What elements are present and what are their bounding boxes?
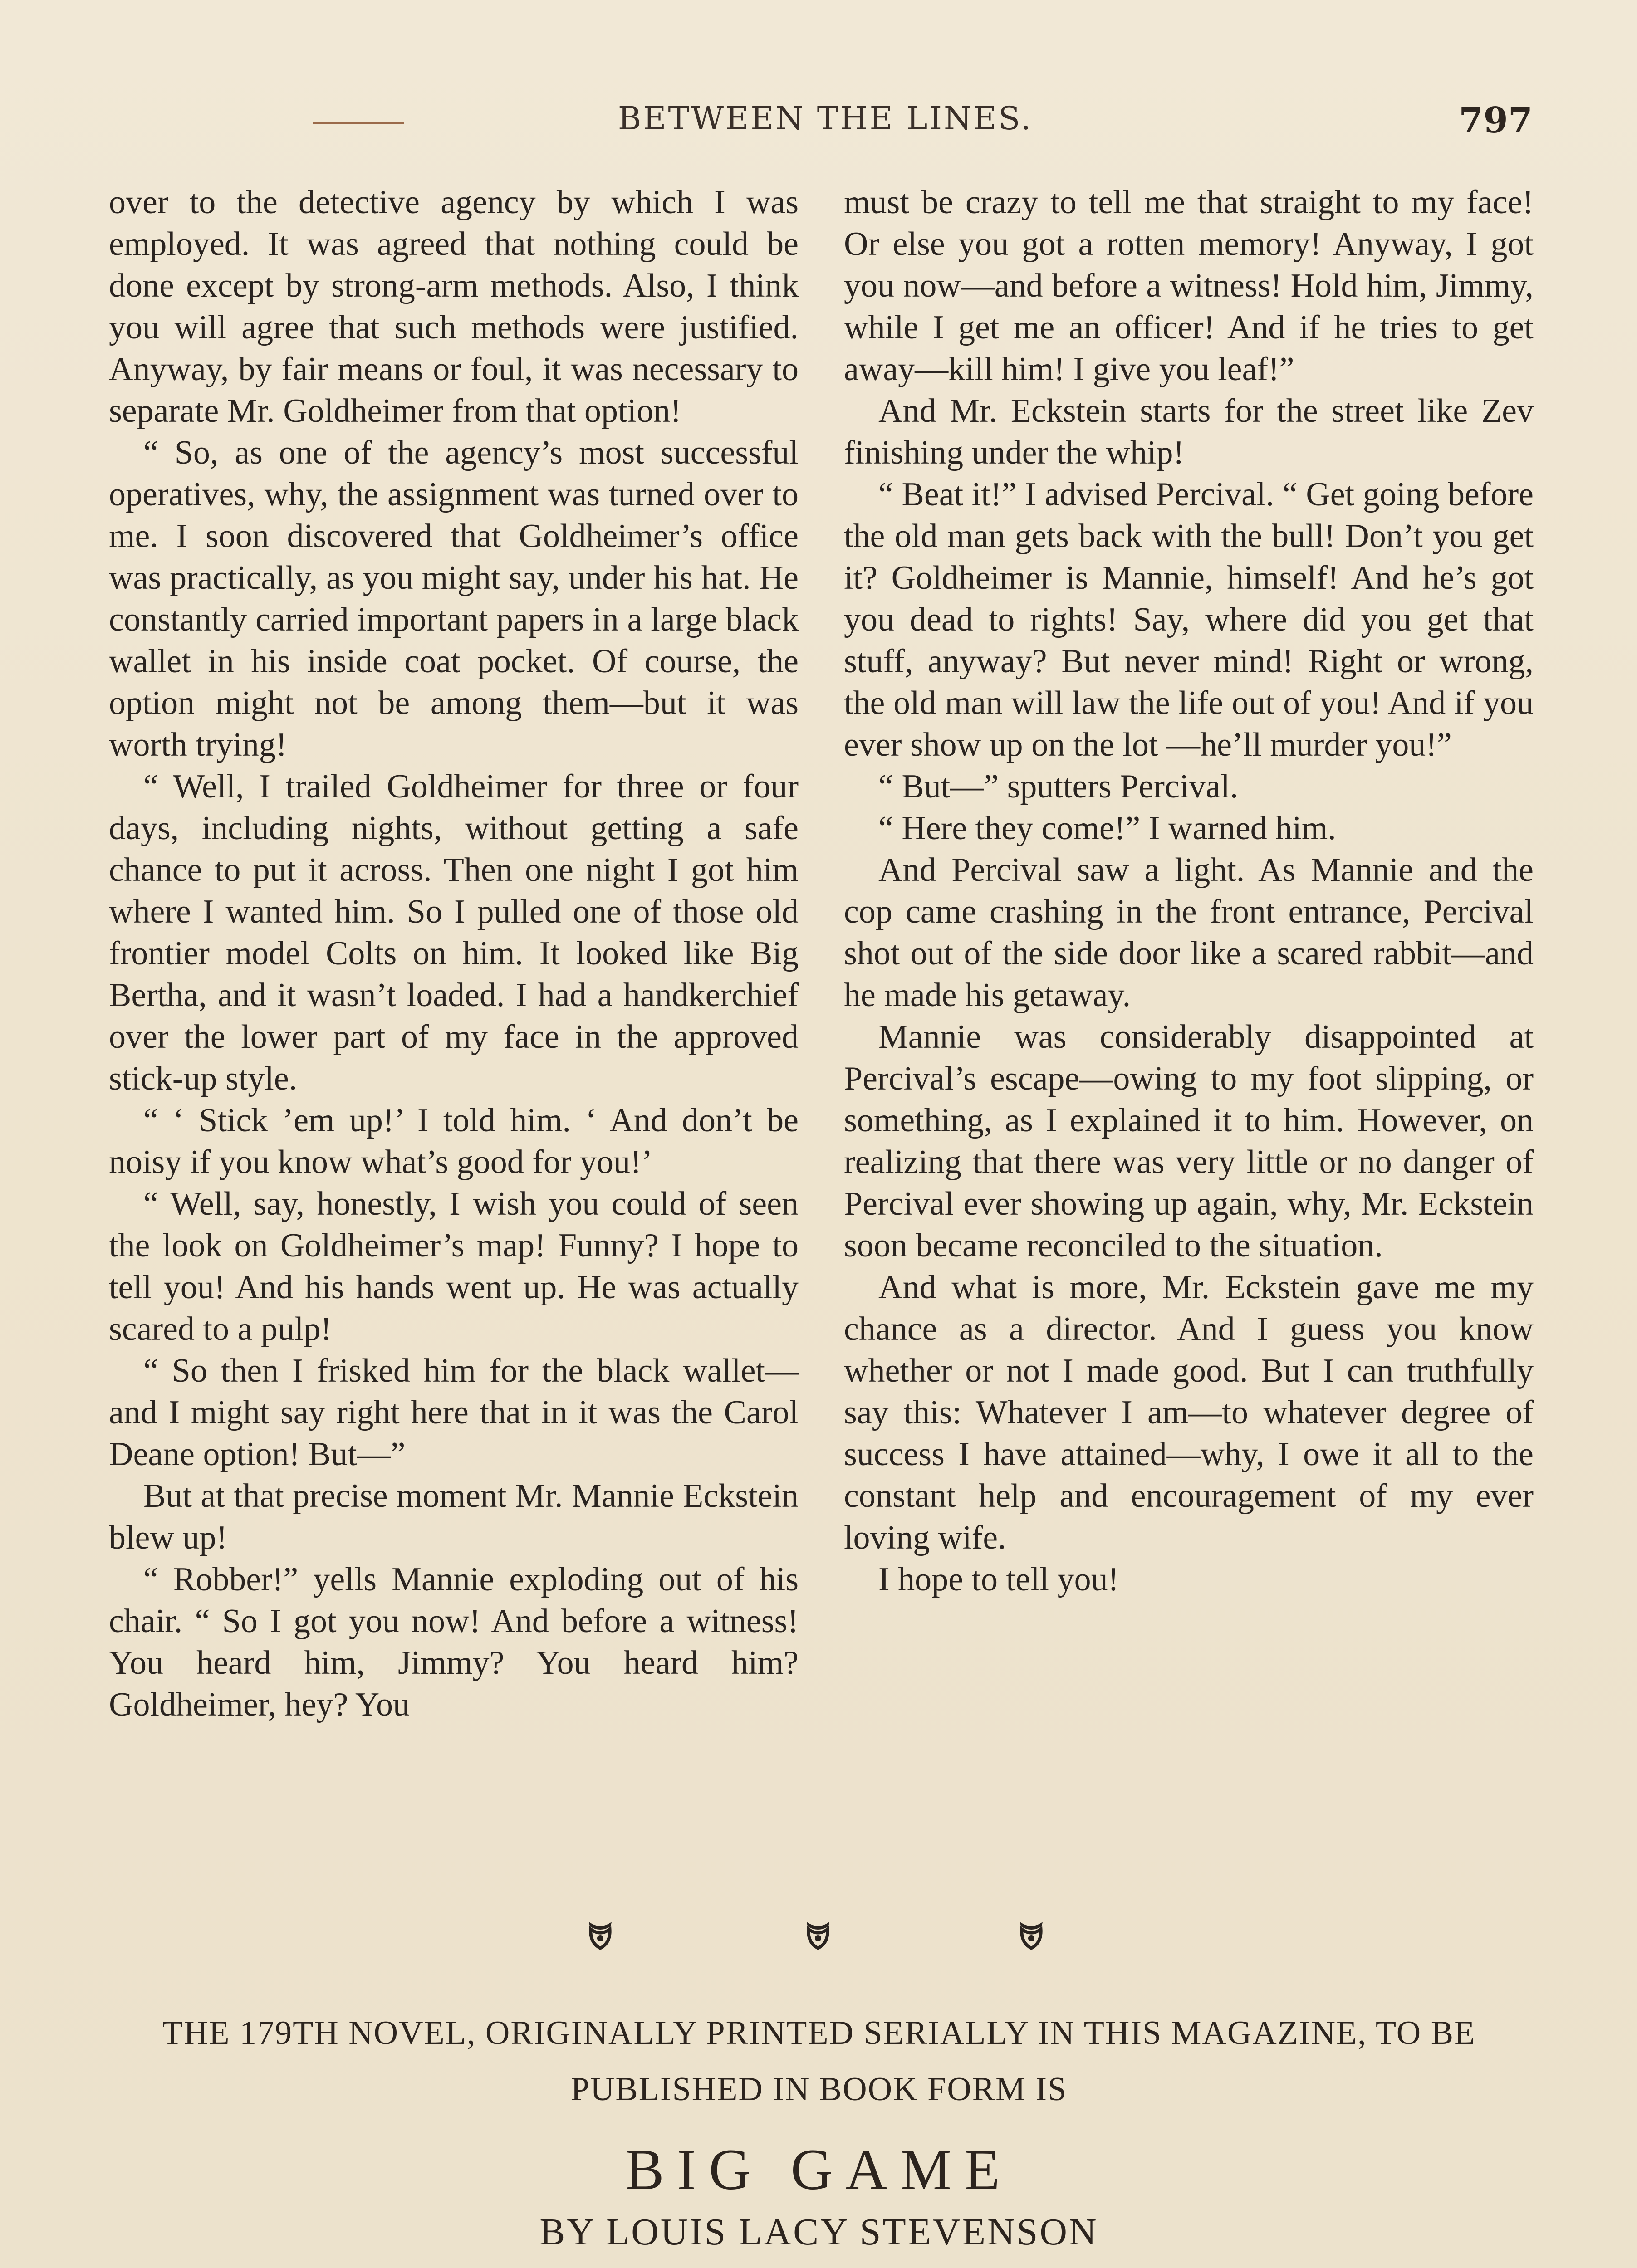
- book-title: BIG GAME: [625, 2137, 1013, 2202]
- paragraph: “ ‘ Stick ’em up!’ I told him. ‘ And don’t be noisy if you know what’s good for you!’: [109, 1102, 799, 1181]
- paragraph: “ Robber!” yells Mannie exploding out of his chair. “ So I got you now! And before a witness! You heard him, Jimmy? You heard him? Goldheimer, hey? You: [109, 1561, 799, 1723]
- paragraph: “ Here they come!” I warned him.: [878, 810, 1336, 847]
- paragraph: And Percival saw a light. As Mannie and the cop came crashing in the front entrance, Percival shot out of the side door like a scared rabbit—and he made his getaway.: [844, 851, 1534, 1014]
- left-column: [109, 181, 799, 1869]
- story-body: [109, 181, 1534, 1869]
- section-divider: [0, 1916, 1637, 1957]
- page-header: [118, 100, 1533, 150]
- announcement-lead: THE 179TH NOVEL, ORIGINALLY PRINTED SERIALLY IN THIS MAGAZINE, TO BE PUBLISHED IN BOOK FORM IS: [162, 2014, 1476, 2108]
- paragraph: And Mr. Eckstein starts for the street like Zev finishing under the whip!: [844, 392, 1534, 471]
- fleuron-icon: [584, 1916, 616, 1953]
- fleuron-icon: [1015, 1916, 1047, 1953]
- paragraph: “ So then I frisked him for the black wallet—and I might say right here that in it was the Carol Deane option! But—”: [109, 1352, 799, 1473]
- book-author: BY LOUIS LACY STEVENSON: [539, 2211, 1098, 2253]
- fleuron-icon: [802, 1916, 834, 1953]
- paragraph: “ But—” sputters Percival.: [878, 768, 1239, 805]
- paragraph: “ So, as one of the agency’s most successful operatives, why, the assignment was turned over to me. I soon discovered that Goldheimer’s office was practically, as you might say, under his hat. He constantly carried important papers in a large black wallet in his inside coat pocket. Of course, the option might not be among them—but it was worth trying!: [109, 434, 799, 763]
- page-number: 797: [1459, 100, 1533, 141]
- paragraph: But at that precise moment Mr. Mannie Eckstein blew up!: [109, 1477, 799, 1556]
- paragraph: “ Well, I trailed Goldheimer for three or four days, including nights, without getting a safe chance to put it across. Then one night I got him where I wanted him. So I pulled one of those old frontier model Colts on him. It looked like Big Bertha, and it wasn’t loaded. I had a handkerchief over the lower part of my face in the approved stick-up style.: [109, 768, 799, 1097]
- paragraph: must be crazy to tell me that straight to my face! Or else you got a rotten memory! Anyway, I got you now—and before a witness! Hold him, Jimmy, while I get me an officer! And if he tries to get away—kill him! I give you leaf!”: [844, 184, 1534, 388]
- paragraph: “ Well, say, honestly, I wish you could of seen the look on Goldheimer’s map! Funny? I hope to tell you! And his hands went up. He was actually scared to a pulp!: [109, 1185, 799, 1348]
- paragraph: over to the detective agency by which I was employed. It was agreed that nothing could be done except by strong-arm methods. Also, I think you will agree that such methods were justified. Anyway, by fair means or foul, it was necessary to separate Mr. Goldheimer from that option!: [109, 184, 799, 430]
- book-announcement: [104, 2005, 1534, 2268]
- paragraph: “ Beat it!” I advised Percival. “ Get going before the old man gets back with the bull! Don’t you get it? Goldheimer is Mannie, himself! And he’s got you dead to rights! Say, where did you get that stuff, anyway? But never mind! Right or wrong, the old man will law the life out of you! And if you ever show up on the lot —he’ll murder you!”: [844, 476, 1534, 763]
- paragraph: And what is more, Mr. Eckstein gave me my chance as a director. And I guess you know whether or not I made good. But I can truthfully say this: Whatever I am—to whatever degree of success I have attained—why, I owe it all to the constant help and encouragement of my ever loving wife.: [844, 1269, 1534, 1556]
- paragraph: Mannie was considerably disappointed at Percival’s escape—owing to my foot slipping, or something, as I explained it to him. However, on realizing that there was very little or no danger of Percival ever showing up again, why, Mr. Eckstein soon became reconciled to the situation.: [844, 1018, 1534, 1264]
- paragraph: I hope to tell you!: [878, 1561, 1119, 1598]
- right-column: [844, 181, 1534, 1869]
- running-title: BETWEEN THE LINES.: [618, 100, 1033, 137]
